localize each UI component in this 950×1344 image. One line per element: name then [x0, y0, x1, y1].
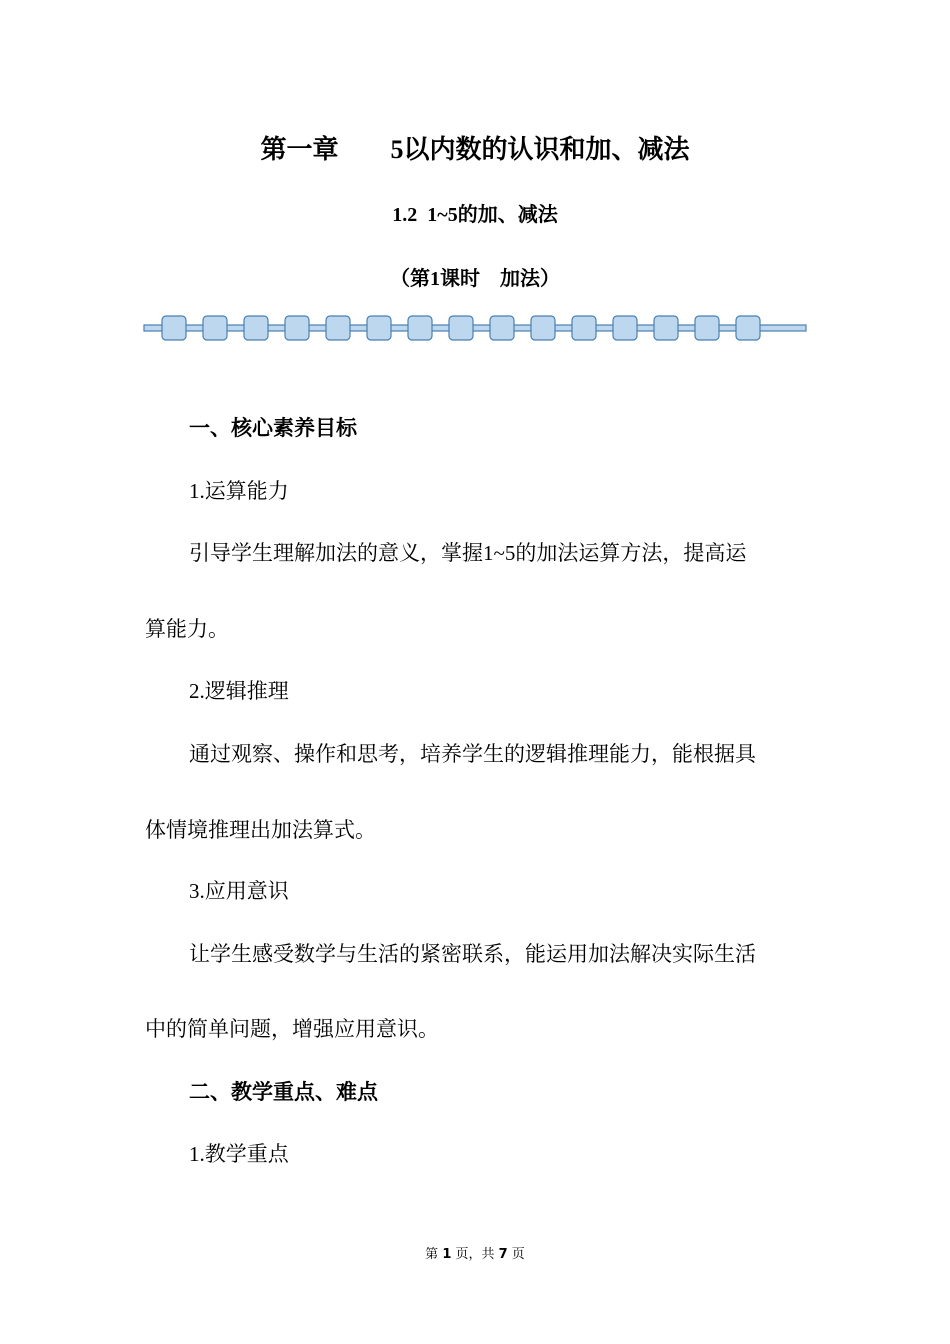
bead	[244, 316, 268, 340]
goal-3-title: 3.应用意识	[189, 879, 289, 903]
heading-key-points: 二、教学重点、难点	[189, 1080, 378, 1104]
bead	[695, 316, 719, 340]
goal-3-text-line-2: 中的简单问题，增强应用意识。	[145, 1017, 439, 1041]
bead	[531, 316, 555, 340]
chapter-title: 第一章 5以内数的认识和加、减法	[260, 135, 690, 164]
goal-2-text-line-2: 体情境推理出加法算式。	[145, 818, 376, 842]
goal-2-text-line-1: 通过观察、操作和思考，培养学生的逻辑推理能力，能根据具	[189, 742, 756, 766]
bead	[203, 316, 227, 340]
bead	[285, 316, 309, 340]
footer-prefix: 第	[425, 1247, 443, 1262]
page-footer	[0, 1245, 950, 1265]
heading-core-goals: 一、核心素养目标	[189, 416, 357, 440]
goal-1-text-line-2: 算能力。	[145, 617, 229, 641]
bead	[162, 316, 186, 340]
bead	[613, 316, 637, 340]
footer-middle: 页，共	[451, 1247, 499, 1262]
lesson-title: （第1课时 加法）	[390, 268, 560, 290]
bead	[654, 316, 678, 340]
section-title: 1.2 1~5的加、减法	[392, 204, 558, 226]
goal-1-title: 1.运算能力	[189, 479, 289, 503]
goal-2-title: 2.逻辑推理	[189, 679, 289, 703]
key-point-1-title: 1.教学重点	[189, 1142, 289, 1166]
current-page-number: 1	[442, 1247, 452, 1262]
bead	[326, 316, 350, 340]
bead	[736, 316, 760, 340]
bead	[490, 316, 514, 340]
bead	[367, 316, 391, 340]
bead	[408, 316, 432, 340]
goal-1-text-line-1: 引导学生理解加法的意义，掌握1~5的加法运算方法，提高运	[189, 541, 747, 565]
bead	[572, 316, 596, 340]
footer-suffix: 页	[507, 1247, 525, 1262]
bead	[449, 316, 473, 340]
total-page-count: 7	[498, 1247, 508, 1262]
goal-3-text-line-1: 让学生感受数学与生活的紧密联系，能运用加法解决实际生活	[189, 942, 756, 966]
bead-divider	[143, 314, 807, 342]
